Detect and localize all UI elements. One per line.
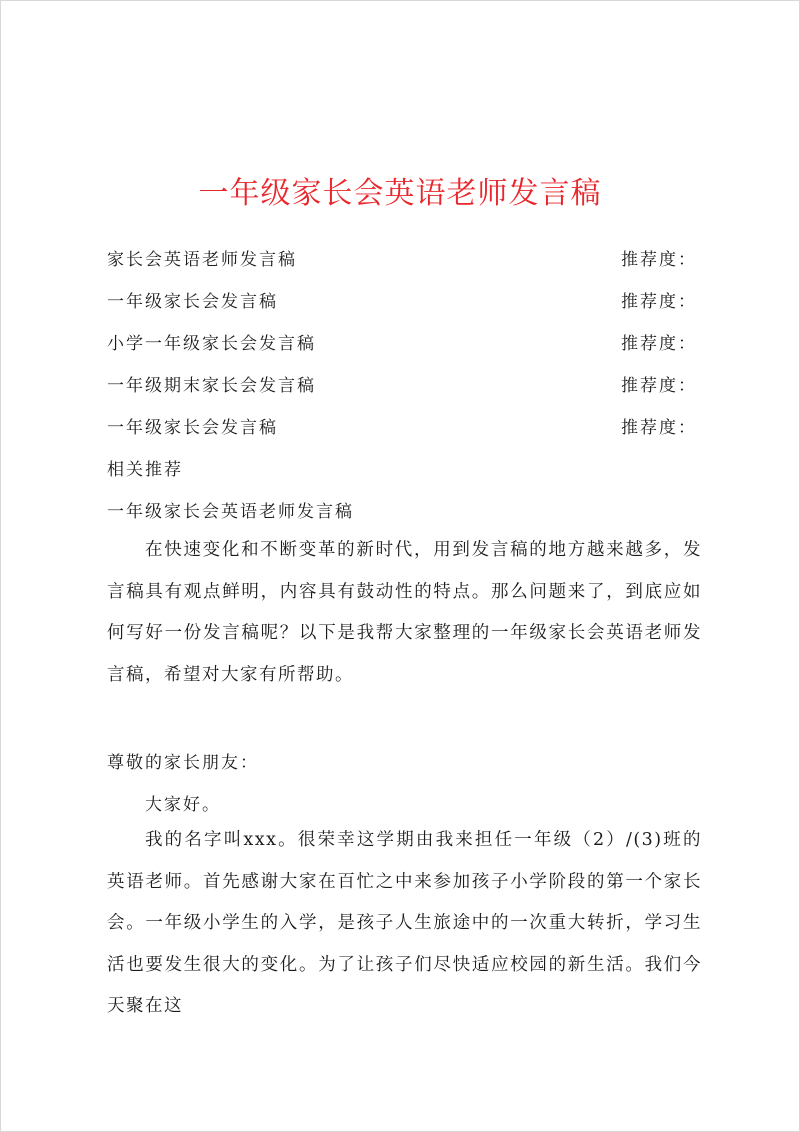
document-title: 一年级家长会英语老师发言稿 [198, 176, 602, 211]
recommendation-title[interactable]: 家长会英语老师发言稿 [107, 250, 297, 270]
recommendation-title[interactable]: 一年级家长会发言稿 [107, 292, 278, 312]
recommendation-rating-label: 推荐度： [621, 376, 697, 396]
recommendation-rating-label: 推荐度： [621, 334, 697, 354]
salutation: 尊敬的家长朋友： [107, 753, 259, 773]
recommendation-rating-label: 推荐度： [621, 292, 697, 312]
recommendation-item[interactable] [107, 287, 697, 317]
recommendation-rating-label: 推荐度： [621, 250, 697, 270]
recommendation-title[interactable]: 一年级家长会发言稿 [107, 418, 278, 438]
article-heading: 一年级家长会英语老师发言稿 [107, 502, 354, 522]
intro-paragraph: 在快速变化和不断变革的新时代，用到发言稿的地方越来越多，发言稿具有观点鲜明，内容具有鼓动性的特点。那么问题来了，到底应如何写好一份发言稿呢？以下是我帮大家整理的一年级家长会英语老师发言稿，希望对大家有所帮助。 [107, 540, 702, 685]
body-paragraph: 我的名字叫xxx。很荣幸这学期由我来担任一年级（2）/(3)班的英语老师。首先感谢大家在百忙之中来参加孩子小学阶段的第一个家长会。一年级小学生的入学，是孩子人生旅途中的一次重大转折，学习生活也要发生很大的变化。为了让孩子们尽快适应校园的新生活。我们今天聚在这 [107, 830, 702, 1016]
recommendation-item[interactable] [107, 413, 697, 443]
recommendation-item[interactable] [107, 329, 697, 359]
greeting: 大家好。 [145, 795, 221, 815]
recommendation-item[interactable] [107, 371, 697, 401]
related-heading: 相关推荐 [107, 460, 183, 480]
recommendation-title[interactable]: 一年级期末家长会发言稿 [107, 376, 316, 396]
recommendation-item[interactable] [107, 245, 697, 275]
recommendation-rating-label: 推荐度： [621, 418, 697, 438]
recommendation-title[interactable]: 小学一年级家长会发言稿 [107, 334, 316, 354]
